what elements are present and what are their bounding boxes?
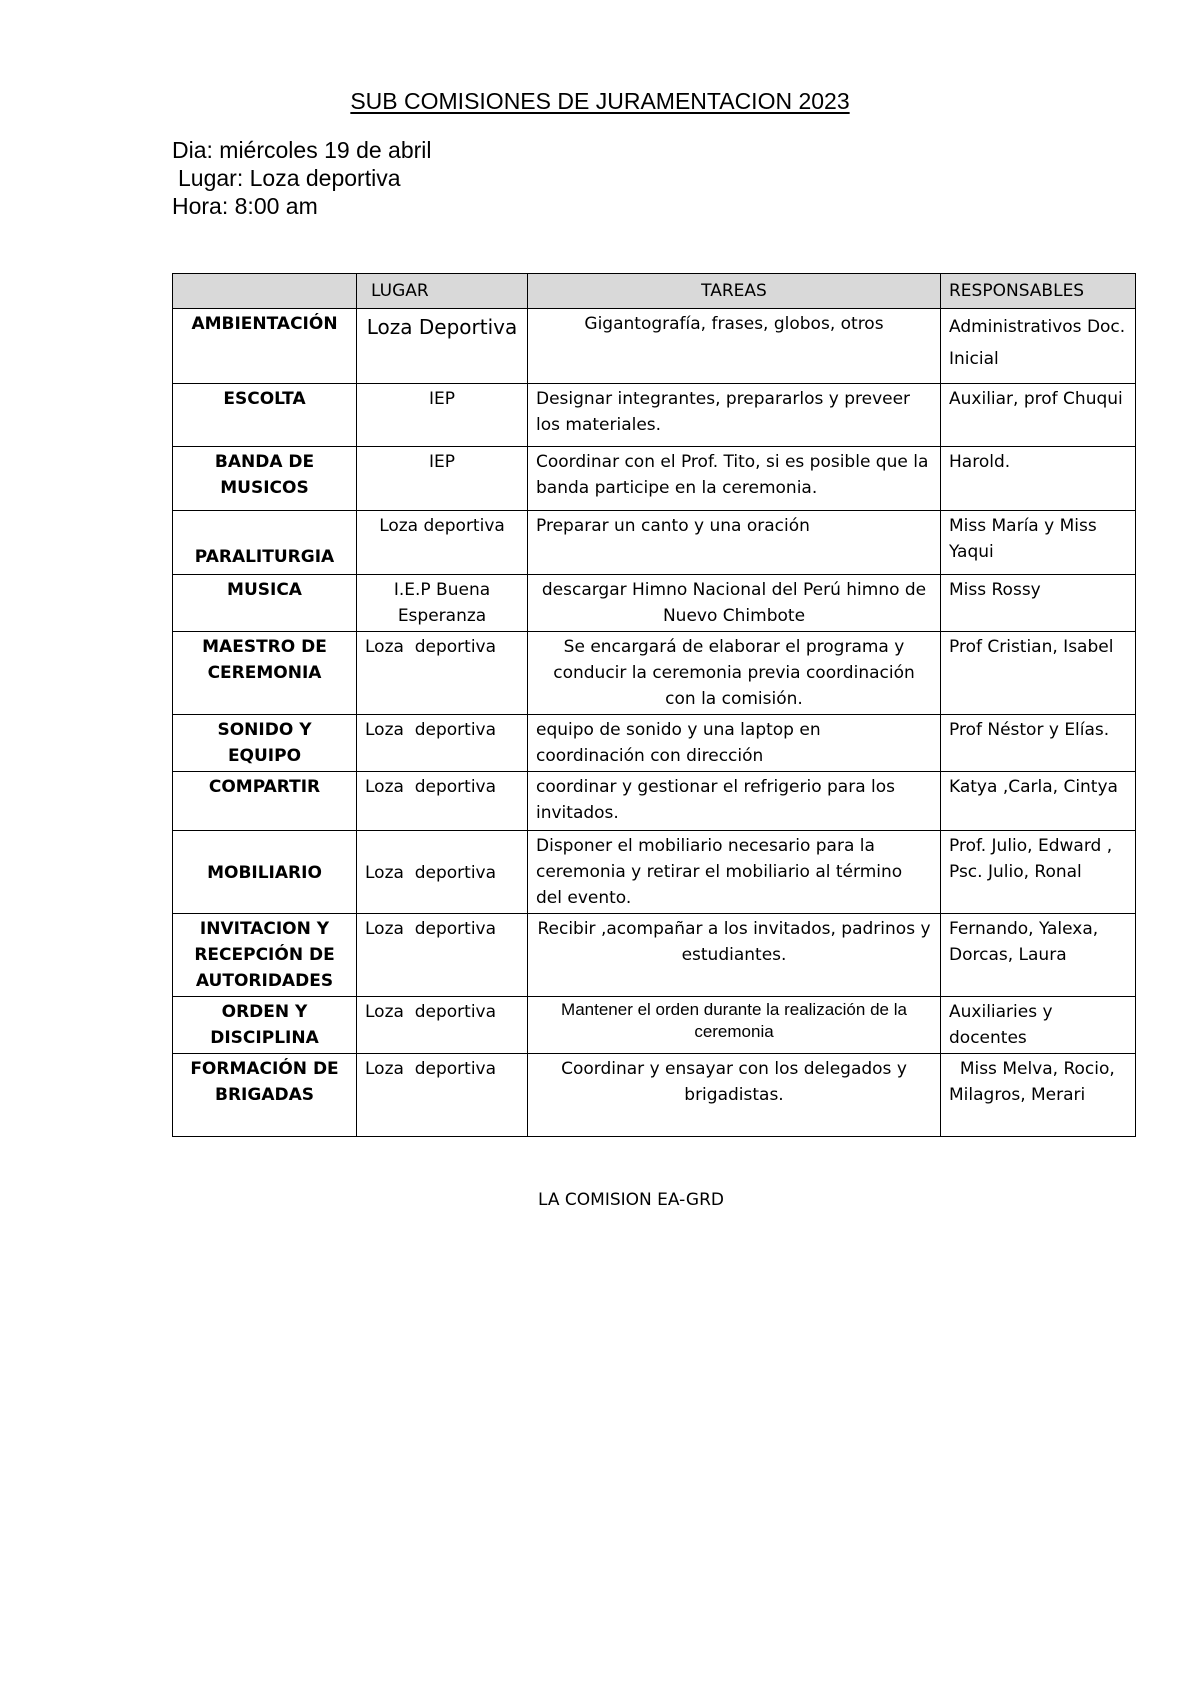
commission-place: IEP (357, 447, 528, 511)
commission-name: MUSICA (173, 575, 357, 632)
table-row (173, 1054, 1136, 1137)
commission-responsibles: Miss María y Miss Yaqui (941, 511, 1136, 575)
commission-name: AMBIENTACIÓN (173, 309, 357, 384)
table-row (173, 715, 1136, 772)
commission-responsibles: Auxiliar, prof Chuqui (941, 384, 1136, 447)
header-tareas: TAREAS (528, 274, 941, 309)
commission-tasks: Gigantografía, frases, globos, otros (528, 309, 941, 384)
commission-responsibles: Prof Cristian, Isabel (941, 632, 1136, 715)
commission-tasks: Mantener el orden durante la realización de la ceremonia (528, 997, 941, 1054)
commission-name: ORDEN Y DISCIPLINA (173, 997, 357, 1054)
commission-responsibles: Katya ,Carla, Cintya (941, 772, 1136, 831)
commission-tasks: Disponer el mobiliario necesario para la ceremonia y retirar el mobiliario al término del evento. (528, 831, 941, 914)
commission-tasks: Preparar un canto y una oración (528, 511, 941, 575)
commission-tasks: Designar integrantes, prepararlos y preveer los materiales. (528, 384, 941, 447)
table-row (173, 511, 1136, 575)
commission-tasks: descargar Himno Nacional del Perú himno de Nuevo Chimbote (528, 575, 941, 632)
commission-name: FORMACIÓN DE BRIGADAS (173, 1054, 357, 1137)
footer-signature: LA COMISION EA-GRD (538, 1190, 724, 1210)
commission-tasks: Se encargará de elaborar el programa y conducir la ceremonia previa coordinación con la comisión. (528, 632, 941, 715)
commission-name: MAESTRO DE CEREMONIA (173, 632, 357, 715)
commission-place: I.E.P Buena Esperanza (357, 575, 528, 632)
commission-place: IEP (357, 384, 528, 447)
table-row (173, 772, 1136, 831)
table-row (173, 914, 1136, 997)
commission-place: Loza deportiva (357, 1054, 528, 1137)
commission-place: Loza deportiva (357, 831, 528, 914)
commission-tasks: equipo de sonido y una laptop en coordinación con dirección (528, 715, 941, 772)
commission-name: BANDA DE MUSICOS (173, 447, 357, 511)
commission-name: INVITACION Y RECEPCIÓN DE AUTORIDADES (173, 914, 357, 997)
commission-name: SONIDO Y EQUIPO (173, 715, 357, 772)
commission-name: COMPARTIR (173, 772, 357, 831)
commission-name: PARALITURGIA (173, 511, 357, 575)
commission-place: Loza deportiva (357, 715, 528, 772)
commission-tasks: Coordinar y ensayar con los delegados y brigadistas. (528, 1054, 941, 1137)
commission-place: Loza deportiva (357, 914, 528, 997)
table-row (173, 632, 1136, 715)
table-row (173, 831, 1136, 914)
commission-responsibles: Fernando, Yalexa, Dorcas, Laura (941, 914, 1136, 997)
commission-place: Loza deportiva (357, 997, 528, 1054)
commission-tasks: coordinar y gestionar el refrigerio para los invitados. (528, 772, 941, 831)
commission-responsibles: Harold. (941, 447, 1136, 511)
header-lugar: LUGAR (357, 274, 528, 309)
header-responsables: RESPONSABLES (941, 274, 1136, 309)
commission-responsibles: Miss Rossy (941, 575, 1136, 632)
table-header-row (173, 274, 1136, 309)
commission-name: ESCOLTA (173, 384, 357, 447)
table-row (173, 447, 1136, 511)
event-time: Hora: 8:00 am (172, 193, 318, 219)
event-date: Dia: miércoles 19 de abril (172, 137, 432, 163)
commission-responsibles: Prof Néstor y Elías. (941, 715, 1136, 772)
commission-place: Loza deportiva (357, 511, 528, 575)
commission-tasks: Coordinar con el Prof. Tito, si es posible que la banda participe en la ceremonia. (528, 447, 941, 511)
commission-responsibles: Administrativos Doc. Inicial (941, 309, 1136, 384)
commission-responsibles: Auxiliaries y docentes (941, 997, 1136, 1054)
table-row (173, 309, 1136, 384)
header-empty-cell (173, 274, 357, 309)
table-row (173, 384, 1136, 447)
commissions-table (172, 273, 1136, 1137)
page-title: SUB COMISIONES DE JURAMENTACION 2023 (350, 88, 850, 114)
event-place: Lugar: Loza deportiva (178, 165, 401, 191)
commission-tasks: Recibir ,acompañar a los invitados, padrinos y estudiantes. (528, 914, 941, 997)
commission-place: Loza deportiva (357, 632, 528, 715)
commission-name: MOBILIARIO (173, 831, 357, 914)
table-row (173, 997, 1136, 1054)
commission-place: Loza deportiva (357, 772, 528, 831)
commission-place: Loza Deportiva (357, 309, 528, 384)
commission-responsibles: Prof. Julio, Edward , Psc. Julio, Ronal (941, 831, 1136, 914)
commission-responsibles: Miss Melva, Rocio, Milagros, Merari (941, 1054, 1136, 1137)
table-row (173, 575, 1136, 632)
